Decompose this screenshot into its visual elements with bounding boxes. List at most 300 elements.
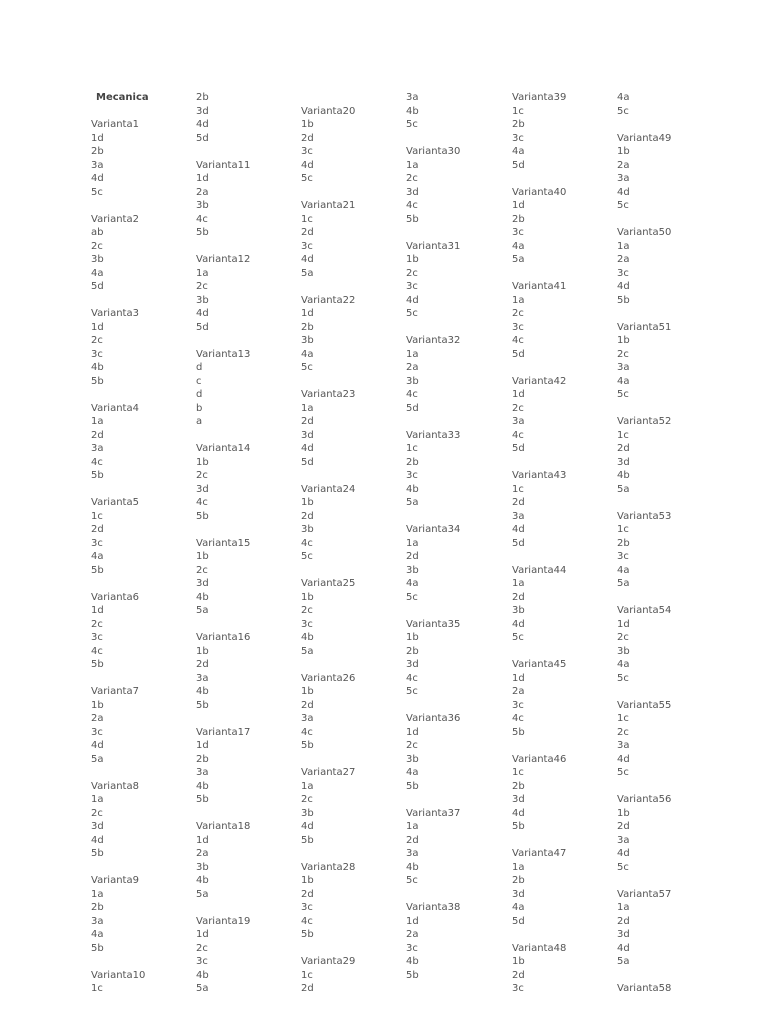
answer-line: 1b xyxy=(301,875,314,886)
answer-line: 5a xyxy=(196,888,209,900)
answer-line: 3b xyxy=(196,200,209,211)
blank-line xyxy=(512,928,566,942)
answer-line: c xyxy=(196,375,202,387)
blank-line xyxy=(406,604,460,618)
blank-line xyxy=(91,766,149,780)
answer-line: 1b xyxy=(196,456,209,468)
answer-line: 4b xyxy=(406,105,419,117)
variant-heading: Varianta5 xyxy=(91,497,139,508)
answer-line: 3d xyxy=(301,429,314,441)
blank-line xyxy=(512,456,566,470)
answer-line: 4d xyxy=(617,753,630,765)
answer-line: 4a xyxy=(512,240,525,252)
answer-line: 5b xyxy=(196,699,209,711)
answer-line: 2c xyxy=(91,618,103,630)
blank-line xyxy=(301,280,355,294)
answer-line: 4d xyxy=(617,942,630,954)
answer-line: 5b xyxy=(406,780,419,792)
answer-line: 5b xyxy=(406,213,419,225)
answer-line: 2c xyxy=(196,942,208,954)
answer-line: 5c xyxy=(406,119,418,130)
variant-heading: Varianta44 xyxy=(512,564,567,576)
answer-line: 2c xyxy=(512,402,524,414)
answer-line: 5b xyxy=(91,375,104,387)
answer-line: 2c xyxy=(91,807,103,819)
answer-line: d xyxy=(196,362,203,373)
blank-line xyxy=(406,510,460,524)
answer-line: 1d xyxy=(512,389,525,400)
answer-line: d xyxy=(196,389,203,400)
answer-line: 1d xyxy=(512,200,525,211)
document-title: Mecanica xyxy=(96,92,149,103)
answer-line: 1d xyxy=(512,672,525,684)
answer-line: 5b xyxy=(196,227,209,238)
answer-line: 1d xyxy=(196,834,209,846)
answer-line: 4a xyxy=(617,375,630,387)
answer-line: 3d xyxy=(91,821,104,832)
answer-line: 4a xyxy=(91,551,104,562)
answer-line: 1c xyxy=(617,713,629,724)
answer-line: 2c xyxy=(406,173,418,184)
blank-line xyxy=(617,118,671,132)
blank-line xyxy=(406,321,460,335)
answer-line: 3b xyxy=(301,335,314,346)
blank-line xyxy=(617,307,671,321)
variant-heading: Varianta57 xyxy=(617,888,672,900)
answer-line: 5c xyxy=(617,861,629,873)
answer-line: 4d xyxy=(301,821,314,832)
blank-line xyxy=(512,645,566,659)
answer-line: 2b xyxy=(512,119,525,130)
answer-line: 1c xyxy=(301,213,313,225)
text-column-2 xyxy=(196,91,250,996)
variant-heading: Varianta16 xyxy=(196,632,251,643)
answer-line: 2c xyxy=(617,726,629,738)
answer-line: 3a xyxy=(617,834,630,846)
answer-line: 5a xyxy=(617,578,630,589)
blank-line xyxy=(91,483,149,497)
variant-heading: Varianta25 xyxy=(301,578,356,589)
answer-line: 1a xyxy=(406,821,419,832)
answer-line: 2b xyxy=(196,92,209,103)
variant-heading: Varianta6 xyxy=(91,591,139,603)
answer-line: 5a xyxy=(301,267,314,279)
variant-heading: Varianta43 xyxy=(512,470,567,481)
variant-heading: Varianta22 xyxy=(301,294,356,306)
answer-line: 3d xyxy=(617,456,630,468)
variant-heading: Varianta23 xyxy=(301,389,356,400)
variant-heading: Varianta15 xyxy=(196,537,251,549)
answer-line: 2b xyxy=(512,213,525,225)
variant-heading: Varianta35 xyxy=(406,618,461,630)
answer-line: 3d xyxy=(196,105,209,117)
answer-line: 5d xyxy=(196,321,209,333)
variant-heading: Varianta18 xyxy=(196,821,251,832)
answer-line: 3a xyxy=(91,159,104,171)
answer-line: 1a xyxy=(91,794,104,805)
variant-heading: Varianta12 xyxy=(196,254,251,265)
answer-line: 1a xyxy=(196,267,209,279)
answer-line: 4c xyxy=(91,645,103,657)
answer-line: 5b xyxy=(301,740,314,751)
blank-line xyxy=(91,388,149,402)
variant-heading: Varianta38 xyxy=(406,902,461,913)
answer-line: 4d xyxy=(301,159,314,171)
answer-line: 2c xyxy=(512,308,524,319)
blank-line xyxy=(406,132,460,146)
answer-line: 4d xyxy=(512,807,525,819)
answer-line: 2d xyxy=(512,497,525,508)
answer-line: 2d xyxy=(301,888,314,900)
answer-line: 1d xyxy=(301,308,314,319)
answer-line: 1d xyxy=(91,605,104,616)
variant-heading: Varianta56 xyxy=(617,794,672,805)
answer-line: 1d xyxy=(406,726,419,738)
answer-line: 3a xyxy=(617,362,630,373)
answer-line: 4d xyxy=(91,740,104,751)
answer-line: 4a xyxy=(406,578,419,589)
blank-line xyxy=(406,699,460,713)
blank-line xyxy=(617,591,671,605)
answer-line: 2a xyxy=(406,929,419,940)
answer-line: 4a xyxy=(301,348,314,360)
variant-heading: Varianta46 xyxy=(512,753,567,765)
answer-line: 2b xyxy=(512,875,525,886)
answer-line: 2c xyxy=(301,605,313,616)
answer-line: 3a xyxy=(91,915,104,927)
answer-line: 5b xyxy=(196,510,209,522)
answer-line: 3c xyxy=(512,321,524,333)
answer-line: a xyxy=(196,416,203,427)
variant-heading: Varianta3 xyxy=(91,308,139,319)
answer-line: 5a xyxy=(196,605,209,616)
answer-line: 1c xyxy=(301,969,313,981)
answer-line: 2a xyxy=(196,186,209,198)
answer-line: 3b xyxy=(617,645,630,657)
answer-line: 2d xyxy=(301,416,314,427)
answer-line: 2a xyxy=(91,713,104,724)
answer-line: 5c xyxy=(617,389,629,400)
variant-heading: Varianta48 xyxy=(512,942,567,954)
variant-heading: Varianta31 xyxy=(406,240,461,252)
variant-heading: Varianta51 xyxy=(617,321,672,333)
answer-line: 1d xyxy=(196,740,209,751)
variant-heading: Varianta7 xyxy=(91,686,139,697)
blank-line xyxy=(512,550,566,564)
answer-line: 5c xyxy=(617,672,629,684)
answer-line: 5b xyxy=(512,821,525,832)
variant-heading: Varianta8 xyxy=(91,780,139,792)
blank-line xyxy=(301,91,355,105)
answer-line: b xyxy=(196,402,203,414)
blank-line xyxy=(617,496,671,510)
answer-line: 5c xyxy=(617,105,629,117)
answer-line: 3a xyxy=(196,672,209,684)
answer-line: 3a xyxy=(301,713,314,724)
answer-line: 2c xyxy=(91,240,103,252)
answer-line: 2a xyxy=(512,686,525,697)
variant-heading: Varianta54 xyxy=(617,605,672,616)
answer-line: 4b xyxy=(617,470,630,481)
answer-line: 2b xyxy=(91,146,104,157)
answer-line: 5a xyxy=(617,956,630,967)
answer-line: 4a xyxy=(512,146,525,157)
answer-line: 1d xyxy=(196,173,209,184)
answer-line: 5c xyxy=(301,173,313,184)
answer-line: 3d xyxy=(617,929,630,940)
answer-line: 5c xyxy=(512,632,524,643)
answer-line: 1a xyxy=(91,888,104,900)
answer-line: 5a xyxy=(301,645,314,657)
blank-line xyxy=(617,685,671,699)
blank-line xyxy=(91,199,149,213)
blank-line xyxy=(196,523,250,537)
blank-line xyxy=(301,753,355,767)
answer-line: 2c xyxy=(617,348,629,360)
answer-line: 3c xyxy=(512,983,524,994)
variant-heading: Varianta26 xyxy=(301,672,356,684)
answer-line: 3c xyxy=(301,902,313,913)
answer-line: 3a xyxy=(406,848,419,859)
blank-line xyxy=(617,780,671,794)
answer-line: 3d xyxy=(512,794,525,805)
blank-line xyxy=(196,334,250,348)
answer-line: 3c xyxy=(512,132,524,144)
answer-line: 5a xyxy=(512,254,525,265)
answer-line: 4c xyxy=(301,915,313,927)
blank-line xyxy=(406,415,460,429)
variant-heading: Varianta10 xyxy=(91,969,146,981)
blank-line xyxy=(301,564,355,578)
variant-heading: Varianta29 xyxy=(301,956,356,967)
answer-line: 4d xyxy=(91,834,104,846)
answer-line: 5c xyxy=(406,308,418,319)
answer-line: 5d xyxy=(196,132,209,144)
answer-line: 1c xyxy=(617,524,629,535)
blank-line xyxy=(301,186,355,200)
answer-line: 1b xyxy=(617,807,630,819)
blank-line xyxy=(617,874,671,888)
answer-line: 1b xyxy=(301,591,314,603)
answer-line: 5c xyxy=(91,186,103,198)
answer-line: 3c xyxy=(406,942,418,954)
answer-line: 2c xyxy=(617,632,629,643)
answer-line: 4c xyxy=(512,335,524,346)
answer-line: 1d xyxy=(406,915,419,927)
blank-line xyxy=(196,429,250,443)
answer-line: 3b xyxy=(301,524,314,535)
variant-heading: Varianta40 xyxy=(512,186,567,198)
answer-line: 3a xyxy=(406,92,419,103)
answer-line: 4b xyxy=(196,686,209,697)
variant-heading: Varianta49 xyxy=(617,132,672,144)
answer-line: 4b xyxy=(406,956,419,967)
answer-line: 3c xyxy=(91,348,103,360)
answer-line: 2b xyxy=(301,321,314,333)
answer-line: 5c xyxy=(406,686,418,697)
answer-line: 1c xyxy=(512,105,524,117)
variant-heading: Varianta1 xyxy=(91,119,139,130)
answer-line: 5d xyxy=(512,915,525,927)
answer-line: 1c xyxy=(617,429,629,441)
blank-line xyxy=(512,834,566,848)
answer-line: 5d xyxy=(512,348,525,360)
answer-line: 3c xyxy=(617,267,629,279)
answer-line: 4c xyxy=(301,726,313,738)
answer-line: 2d xyxy=(301,132,314,144)
answer-line: 4a xyxy=(617,659,630,670)
variant-heading: Varianta47 xyxy=(512,848,567,859)
variant-heading: Varianta42 xyxy=(512,375,567,387)
blank-line xyxy=(301,375,355,389)
answer-line: 2c xyxy=(196,564,208,576)
answer-line: 5b xyxy=(91,470,104,481)
blank-line xyxy=(91,294,149,308)
variant-heading: Varianta37 xyxy=(406,807,461,819)
answer-line: 1a xyxy=(617,240,630,252)
answer-line: 3c xyxy=(301,618,313,630)
answer-line: 2a xyxy=(617,254,630,265)
answer-line: 2b xyxy=(512,780,525,792)
answer-line: 3c xyxy=(91,726,103,738)
answer-line: 5b xyxy=(406,969,419,981)
variant-heading: Varianta4 xyxy=(91,402,139,414)
blank-line xyxy=(301,847,355,861)
answer-line: 4a xyxy=(91,929,104,940)
answer-line: 3b xyxy=(512,605,525,616)
answer-line: 3b xyxy=(91,254,104,265)
answer-line: 5d xyxy=(512,159,525,171)
answer-line: 4c xyxy=(196,213,208,225)
answer-line: 4d xyxy=(512,524,525,535)
variant-heading: Varianta39 xyxy=(512,92,567,103)
variant-heading: Varianta27 xyxy=(301,767,356,778)
blank-line xyxy=(196,712,250,726)
answer-line: 4d xyxy=(91,173,104,184)
answer-line: 4d xyxy=(617,281,630,292)
answer-line: 3a xyxy=(617,740,630,751)
blank-line xyxy=(406,793,460,807)
answer-line: 4a xyxy=(406,767,419,778)
answer-line: 1b xyxy=(301,686,314,697)
blank-line xyxy=(512,739,566,753)
answer-line: 1a xyxy=(512,578,525,589)
blank-line xyxy=(301,942,355,956)
answer-line: 3c xyxy=(512,699,524,711)
blank-line xyxy=(406,888,460,902)
answer-line: 2c xyxy=(301,794,313,805)
answer-line: 5c xyxy=(301,551,313,562)
answer-line: 4d xyxy=(196,308,209,319)
variant-heading: Varianta32 xyxy=(406,335,461,346)
answer-line: 2d xyxy=(301,699,314,711)
answer-line: 5b xyxy=(91,659,104,670)
answer-line: 1c xyxy=(91,510,103,522)
answer-line: 3c xyxy=(91,632,103,643)
blank-line xyxy=(196,901,250,915)
answer-line: 3b xyxy=(406,375,419,387)
answer-line: 5c xyxy=(617,767,629,778)
answer-line: 1a xyxy=(406,537,419,549)
answer-line: 4a xyxy=(617,92,630,103)
answer-line: 2d xyxy=(301,227,314,238)
variant-heading: Varianta52 xyxy=(617,416,672,427)
answer-line: 3b xyxy=(301,807,314,819)
blank-line xyxy=(91,861,149,875)
answer-line: 4c xyxy=(512,713,524,724)
answer-line: 4b xyxy=(196,969,209,981)
answer-line: 5a xyxy=(196,983,209,994)
answer-line: 3c xyxy=(91,537,103,549)
answer-line: 4c xyxy=(406,672,418,684)
variant-heading: Varianta11 xyxy=(196,159,251,171)
text-column-5 xyxy=(512,91,566,996)
answer-line: 1d xyxy=(91,321,104,333)
answer-line: 3a xyxy=(91,443,104,454)
blank-line xyxy=(617,969,671,983)
answer-line: 4d xyxy=(617,848,630,859)
answer-line: 2c xyxy=(196,470,208,481)
answer-line: 4c xyxy=(406,389,418,400)
answer-line: 1b xyxy=(196,645,209,657)
answer-line: 5b xyxy=(91,848,104,859)
answer-line: 3d xyxy=(406,659,419,670)
answer-line: 3d xyxy=(406,186,419,198)
answer-line: 2d xyxy=(301,510,314,522)
variant-heading: Varianta41 xyxy=(512,281,567,292)
blank-line xyxy=(91,955,149,969)
answer-line: 4b xyxy=(406,861,419,873)
answer-line: 3b xyxy=(406,564,419,576)
blank-line xyxy=(196,145,250,159)
answer-line: 4a xyxy=(617,564,630,576)
answer-line: 2b xyxy=(91,902,104,913)
answer-line: 4c xyxy=(406,200,418,211)
answer-line: 2d xyxy=(406,834,419,846)
blank-line xyxy=(301,658,355,672)
answer-line: 4b xyxy=(196,591,209,603)
answer-line: 2c xyxy=(406,267,418,279)
answer-line: 3c xyxy=(512,227,524,238)
variant-heading: Varianta45 xyxy=(512,659,567,670)
answer-line: 1b xyxy=(406,632,419,643)
variant-heading: Varianta28 xyxy=(301,861,356,873)
variant-heading: Varianta53 xyxy=(617,510,672,522)
answer-line: 1b xyxy=(617,335,630,346)
answer-line: 5c xyxy=(617,200,629,211)
answer-line: 3b xyxy=(406,753,419,765)
answer-line: 1c xyxy=(512,767,524,778)
variant-heading: Varianta36 xyxy=(406,713,461,724)
blank-line xyxy=(512,172,566,186)
answer-line: 4d xyxy=(406,294,419,306)
answer-line: 3d xyxy=(512,888,525,900)
answer-line: 3b xyxy=(196,861,209,873)
variant-heading: Varianta14 xyxy=(196,443,251,454)
answer-line: 2d xyxy=(91,429,104,441)
answer-line: 3a xyxy=(512,416,525,427)
answer-line: 2a xyxy=(406,362,419,373)
answer-line: 2b xyxy=(617,537,630,549)
answer-line: 5d xyxy=(406,402,419,414)
answer-line: 5c xyxy=(406,875,418,886)
variant-heading: Varianta33 xyxy=(406,429,461,441)
answer-line: 2d xyxy=(512,591,525,603)
answer-line: 1a xyxy=(406,348,419,360)
text-column-1 xyxy=(91,91,149,996)
blank-line xyxy=(91,672,149,686)
answer-line: 2d xyxy=(617,443,630,454)
